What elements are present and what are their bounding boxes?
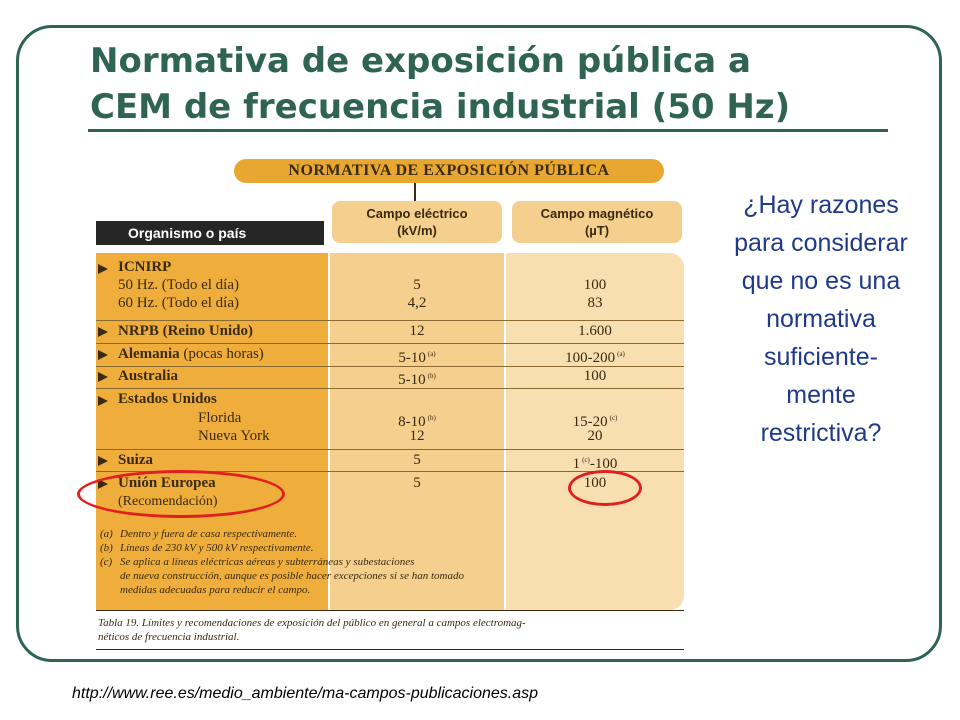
row-icnirp-sub1: 50 Hz. (Todo el día) bbox=[118, 277, 239, 293]
bullet-triangle-icon bbox=[98, 327, 108, 337]
footnote-c-cont bbox=[100, 569, 464, 583]
row-australia-magnetic: 100 bbox=[583, 368, 607, 384]
table-header: NORMATIVA DE EXPOSICIÓN PÚBLICA bbox=[234, 159, 664, 183]
col-header-electric-name: Campo eléctrico bbox=[366, 206, 468, 221]
row-nrpb-magnetic: 1.600 bbox=[578, 323, 612, 339]
footnote-label: (c) bbox=[100, 556, 113, 568]
row-icnirp-sub1-magnetic: 100 bbox=[583, 277, 607, 293]
row-alemania-electric-value: 5-10 bbox=[398, 350, 426, 366]
caption-rule bbox=[96, 649, 684, 650]
slide-title bbox=[90, 38, 890, 130]
footnote-label: (a) bbox=[100, 528, 113, 540]
footnote-ref: (a) bbox=[427, 350, 436, 358]
footnote-a bbox=[100, 527, 297, 541]
footnote-text: Dentro y fuera de casa respectivamente. bbox=[120, 528, 297, 540]
col-header-electric bbox=[332, 201, 502, 243]
row-australia-electric-value: 5-10 bbox=[398, 372, 426, 388]
footnote-b bbox=[100, 541, 313, 555]
highlight-ring-eu bbox=[77, 470, 285, 518]
title-line-1: Normativa de exposición pública a bbox=[90, 41, 751, 81]
caption-line-2: néticos de frecuencia industrial. bbox=[98, 631, 240, 643]
row-eeuu-sub1: Florida bbox=[198, 410, 242, 426]
footnote-text: Se aplica a líneas eléctricas aéreas y subterráneas y subestaciones bbox=[120, 556, 415, 568]
footnote-ref: (b) bbox=[427, 414, 436, 422]
row-alemania-electric bbox=[330, 346, 504, 367]
col-header-magnetic-name: Campo magnético bbox=[540, 206, 654, 221]
question-text: ¿Hay razones para considerar que no es una normativa suficiente-mente restrictiva? bbox=[734, 191, 908, 447]
row-australia-name: Australia bbox=[118, 368, 178, 384]
row-eeuu-sub2-electric: 12 bbox=[409, 428, 425, 444]
row-alemania-qualifier: (pocas horas) bbox=[183, 346, 264, 362]
row-suiza-magnetic-pre: 1 bbox=[572, 456, 581, 472]
footnote-text: de nueva construcción, aunque es posible hacer excepciones si se han tomado bbox=[120, 570, 464, 582]
caption-rule bbox=[96, 610, 684, 611]
row-icnirp-name: ICNIRP bbox=[118, 259, 172, 275]
title-underline bbox=[88, 129, 888, 132]
row-ue-electric: 5 bbox=[413, 475, 421, 491]
footnote-text: medidas adecuadas para reducir el campo. bbox=[120, 584, 311, 596]
row-icnirp-sub1-electric: 5 bbox=[413, 277, 421, 293]
row-nrpb-name: NRPB (Reino Unido) bbox=[118, 323, 254, 339]
footnote-text: Líneas de 230 kV y 500 kV respectivamente. bbox=[120, 542, 314, 554]
row-icnirp-sub2-magnetic: 83 bbox=[587, 295, 603, 311]
row-eeuu-sub1-magnetic-value: 15-20 bbox=[572, 414, 608, 430]
row-suiza-magnetic-post: -100 bbox=[589, 456, 618, 472]
bullet-triangle-icon bbox=[98, 264, 108, 274]
col-header-magnetic bbox=[512, 201, 682, 243]
row-australia-electric bbox=[330, 368, 504, 389]
row-ue-name: Unión Europea bbox=[118, 475, 216, 491]
row-alemania-country: Alemania bbox=[118, 346, 180, 362]
source-url[interactable]: http://www.ree.es/medio_ambiente/ma-campos-publicaciones.asp bbox=[72, 685, 539, 702]
row-divider bbox=[96, 343, 684, 344]
footnote-ref: (c) bbox=[582, 456, 590, 464]
footnote-ref: (c) bbox=[609, 414, 618, 422]
caption-line-1: Tabla 19. Límites y recomendaciones de exposición del público en general a campos electromag- bbox=[98, 617, 526, 629]
col-header-electric-unit: (kV/m) bbox=[397, 223, 437, 238]
row-alemania-magnetic bbox=[506, 346, 684, 367]
row-icnirp-sub2: 60 Hz. (Todo el día) bbox=[118, 295, 239, 311]
row-eeuu-name: Estados Unidos bbox=[118, 391, 217, 407]
row-icnirp-sub2-electric: 4,2 bbox=[407, 295, 427, 311]
col-header-organism: Organismo o país bbox=[96, 221, 324, 245]
bullet-triangle-icon bbox=[98, 456, 108, 466]
row-eeuu-sub2-magnetic: 20 bbox=[587, 428, 603, 444]
title-line-2: CEM de frecuencia industrial (50 Hz) bbox=[90, 87, 791, 127]
row-divider bbox=[96, 449, 684, 450]
row-ue-sub: (Recomendación) bbox=[118, 494, 218, 509]
row-ue-magnetic: 100 bbox=[583, 475, 607, 491]
bullet-triangle-icon bbox=[98, 350, 108, 360]
bullet-triangle-icon bbox=[98, 372, 108, 382]
table-caption bbox=[98, 616, 682, 644]
row-alemania-magnetic-value: 100-200 bbox=[565, 350, 616, 366]
row-divider bbox=[96, 320, 684, 321]
col-header-magnetic-unit: (µT) bbox=[584, 223, 610, 238]
highlight-ring-magnetic bbox=[568, 470, 642, 506]
exposure-table bbox=[94, 157, 686, 652]
bullet-triangle-icon bbox=[98, 396, 108, 406]
row-nrpb-electric: 12 bbox=[409, 323, 425, 339]
footnote-ref: (a) bbox=[617, 350, 625, 358]
footnote-c-cont bbox=[100, 583, 310, 597]
row-alemania-name bbox=[118, 346, 264, 363]
footnote-c bbox=[100, 555, 414, 569]
row-suiza-name: Suiza bbox=[118, 452, 154, 468]
row-eeuu-sub1-electric-value: 8-10 bbox=[398, 414, 426, 430]
footnote-label: (b) bbox=[100, 542, 113, 554]
footnote-ref: (b) bbox=[427, 372, 436, 380]
row-suiza-electric: 5 bbox=[413, 452, 421, 468]
row-eeuu-sub2: Nueva York bbox=[198, 428, 270, 444]
